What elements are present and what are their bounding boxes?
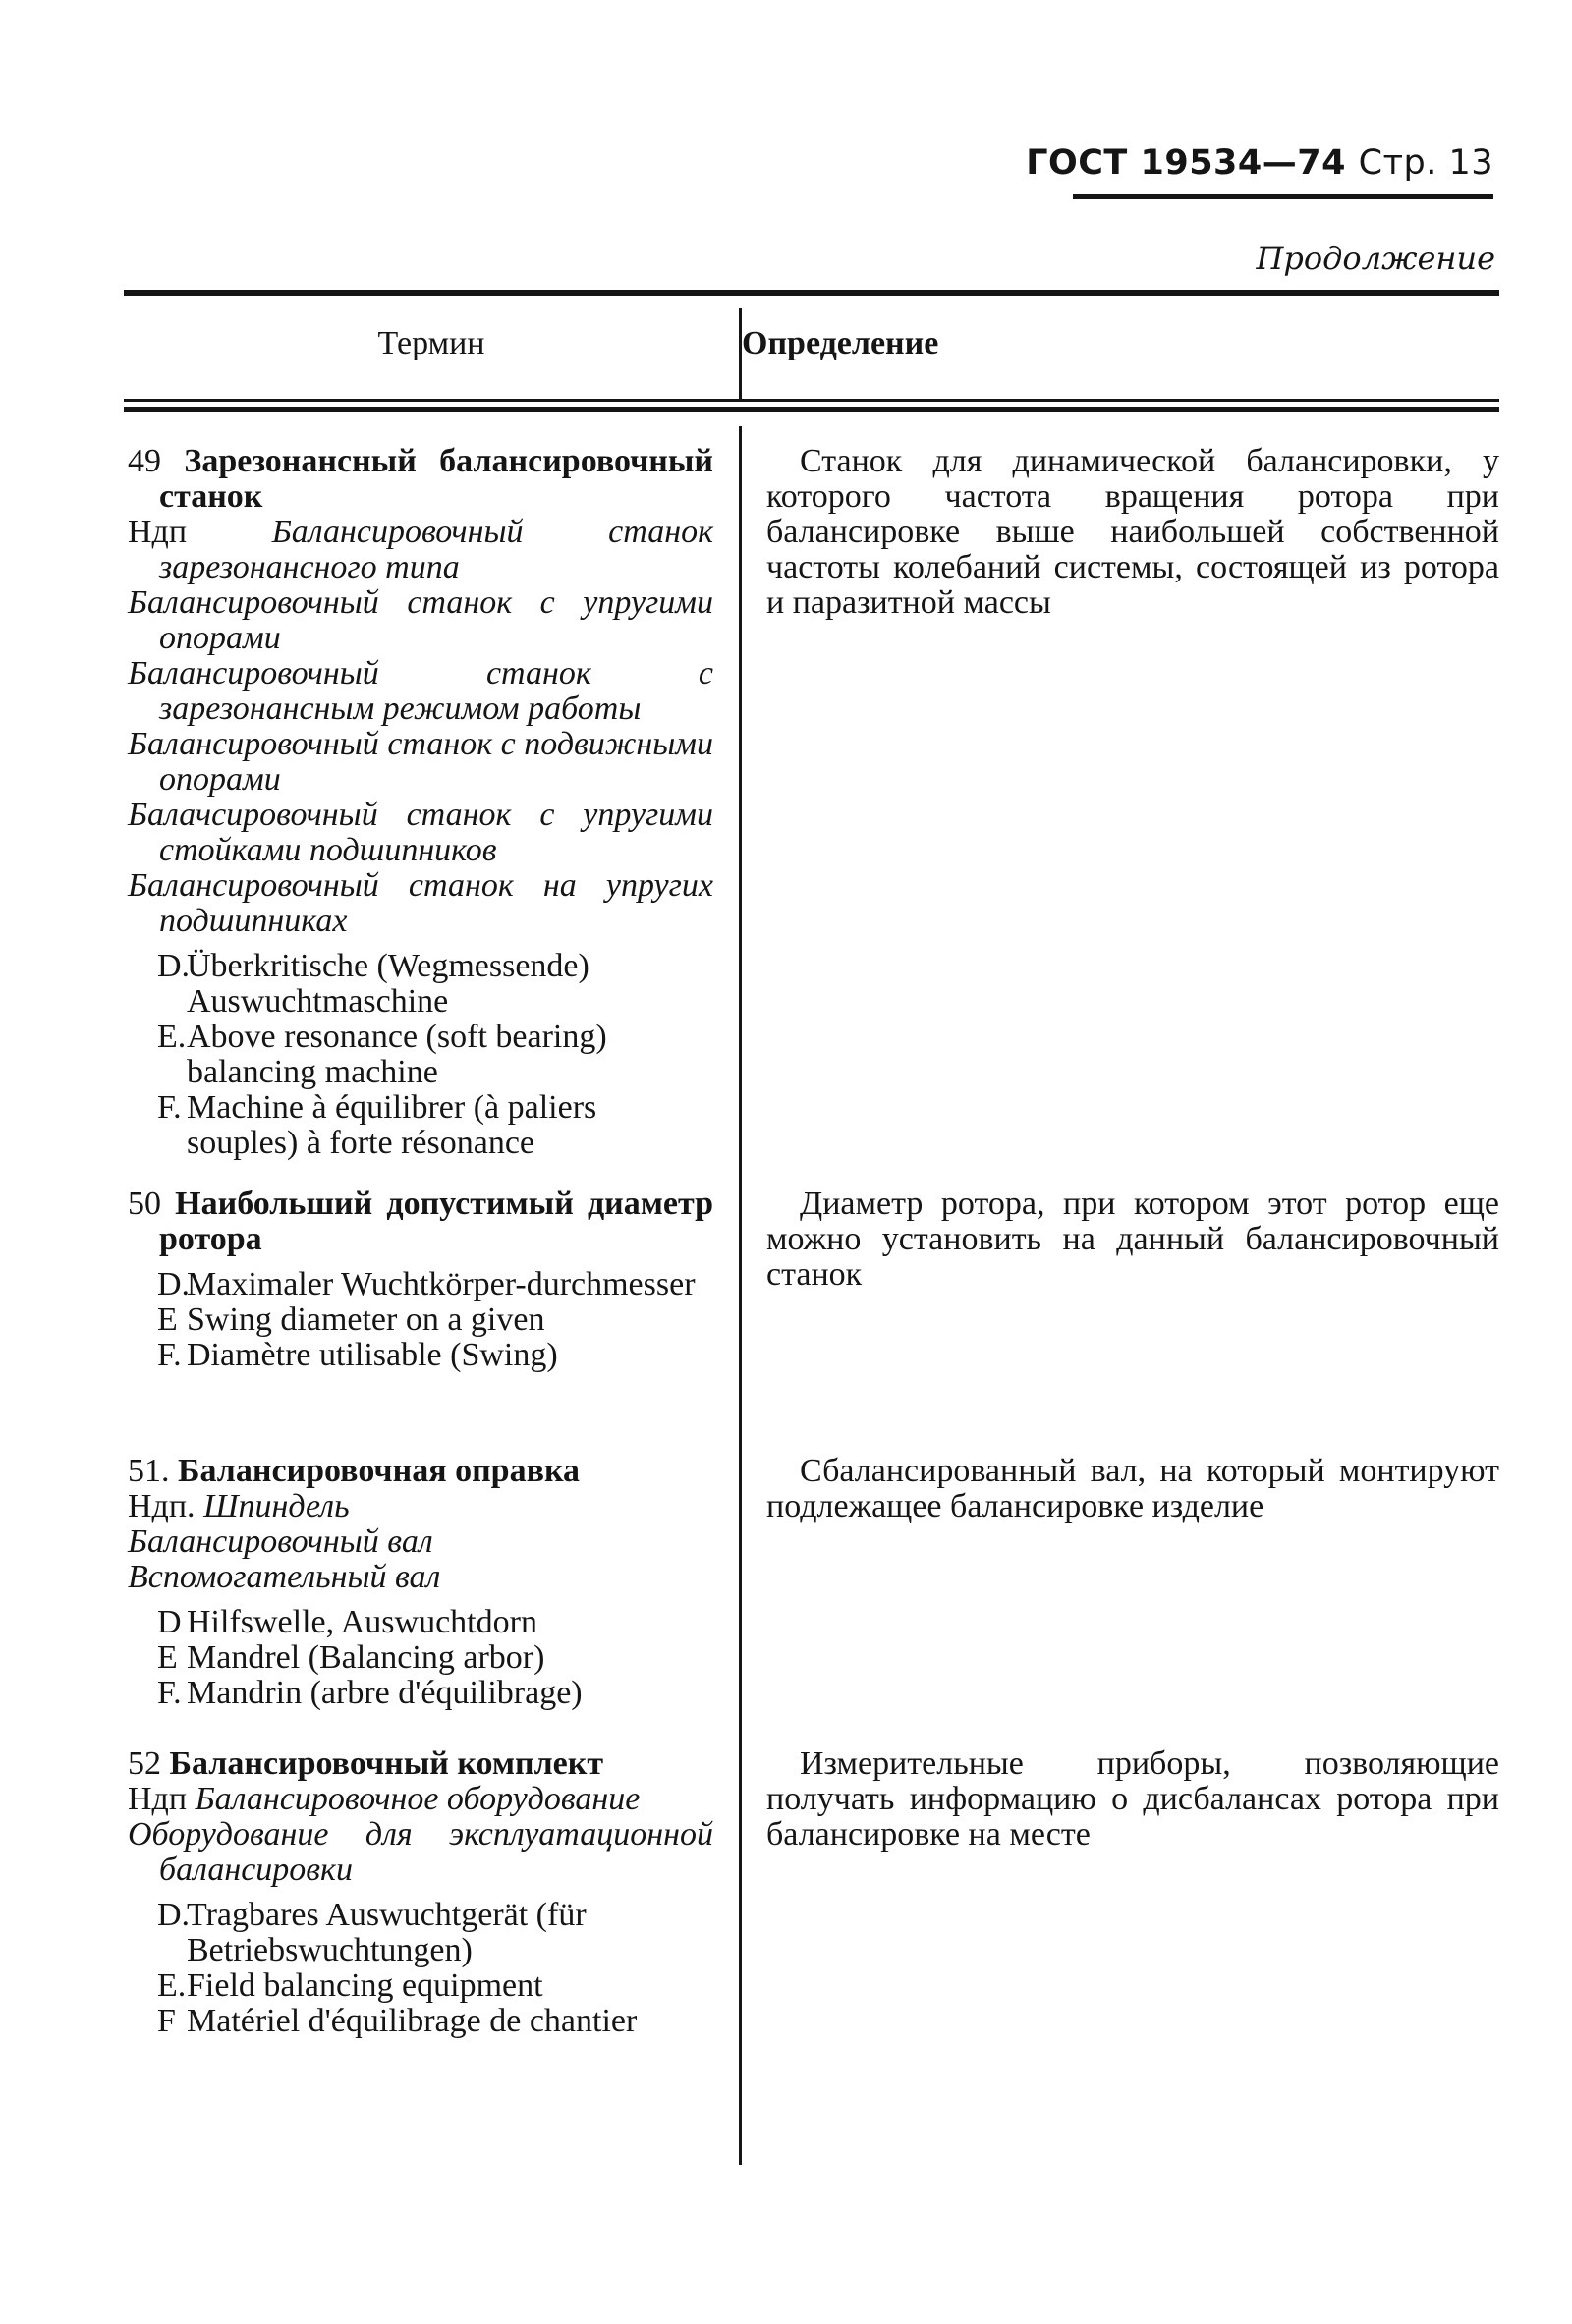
ndp-label: Ндп. — [128, 1488, 196, 1524]
definition-text: Станок для динамической балансировки, у которого частота вращения ротора при балансировке выше наибольшей собственной частоты колебаний системы, состоящей из ротора и паразитной массы — [766, 443, 1499, 621]
synonym: Вспомогательный вал — [128, 1559, 441, 1595]
lang-code: E — [157, 1301, 178, 1338]
lang-code: F. — [157, 1675, 182, 1711]
lang-code: F. — [157, 1337, 182, 1373]
translation-text: Swing diameter on a given — [187, 1301, 545, 1338]
translation-text: Hilfswelle, Auswuchtdorn — [187, 1604, 537, 1640]
page-header — [1026, 143, 1493, 183]
lang-code: F. — [157, 1089, 182, 1126]
column-header-term: Термин — [377, 325, 485, 361]
entry-number: 51. — [128, 1453, 170, 1489]
continuation-label: Продолжение — [1256, 240, 1495, 277]
synonym: Балансировочный станок зарезонансного типа — [159, 514, 713, 585]
entry-title: Зарезонансный балансировочный станок — [159, 443, 714, 515]
header-underline — [1073, 194, 1493, 199]
synonym: Оборудование для эксплуатационной балансировки — [128, 1816, 713, 1888]
page-number: Стр. 13 — [1358, 143, 1493, 183]
table-top-rule — [124, 290, 1499, 296]
definition-text: Сбалансированный вал, на который монтируют подлежащее балансировке изделие — [766, 1453, 1499, 1524]
ndp-label: Ндп — [128, 514, 188, 550]
lang-code: D. — [157, 948, 191, 984]
definition-50 — [766, 1187, 1499, 1293]
lang-code: D. — [157, 1897, 191, 1933]
lang-code: D — [157, 1604, 182, 1640]
synonym: Балансировочное оборудование — [195, 1781, 641, 1817]
translation-text: Mandrin (arbre d'équilibrage) — [187, 1675, 583, 1711]
translation-text: Maximaler Wuchtkörper-durchmesser — [187, 1266, 696, 1302]
entry-number: 50 — [128, 1186, 161, 1222]
translation-text: Überkritische (Wegmessende) Auswuchtmaschine — [187, 948, 590, 1020]
entry-title: Балансировочная оправка — [178, 1453, 581, 1489]
translation-text: Mandrel (Balancing arbor) — [187, 1639, 545, 1676]
synonym: Балансировочный станок на упругих подшипниках — [128, 867, 713, 939]
lang-code: F — [157, 2003, 176, 2039]
header-rule-thick — [124, 407, 1499, 412]
synonym: Балансировочный станок с подвижными опорами — [128, 726, 713, 798]
lang-code: E. — [157, 1967, 187, 2004]
lang-code: E — [157, 1639, 178, 1676]
term-entry-51 — [128, 1454, 713, 1711]
entry-number: 52 — [128, 1745, 161, 1782]
translation-text: Field balancing equipment — [187, 1967, 543, 2004]
translation-text: Diamètre utilisable (Swing) — [187, 1337, 558, 1373]
definition-49 — [766, 444, 1499, 621]
synonym: Балансировочный станок с зарезонансным режимом работы — [128, 655, 713, 727]
synonym: Шпиндель — [203, 1488, 350, 1524]
term-entry-49 — [128, 444, 713, 1161]
entry-title: Балансировочный комплект — [169, 1745, 604, 1782]
definition-text: Измерительные приборы, позволяющие получать информацию о дисбалансах ротора при балансировке на месте — [766, 1745, 1499, 1853]
definition-text: Диаметр ротора, при котором этот ротор еще можно установить на данный балансировочный станок — [766, 1186, 1499, 1293]
translation-text: Matériel d'équilibrage de chantier — [187, 2003, 638, 2039]
lang-code: D. — [157, 1266, 191, 1302]
synonym: Балачсировочный станок с упругими стойками подшипников — [128, 797, 713, 868]
synonym: Балансировочный вал — [128, 1523, 433, 1560]
translation-text: Tragbares Auswuchtgerät (für Betriebswuchtungen) — [187, 1897, 587, 1968]
definition-52 — [766, 1746, 1499, 1853]
entry-title: Наибольший допустимый диаметр ротора — [159, 1186, 714, 1257]
ndp-label: Ндп — [128, 1781, 188, 1817]
entry-number: 49 — [128, 443, 161, 479]
column-divider-body — [739, 426, 742, 2165]
term-entry-50 — [128, 1187, 713, 1373]
term-entry-52 — [128, 1746, 713, 2039]
header-rule-thin — [124, 399, 1499, 402]
lang-code: E. — [157, 1019, 187, 1055]
synonym: Балансировочный станок с упругими опорами — [128, 584, 713, 656]
translation-text: Machine à équilibrer (à paliers souples) à forte résonance — [187, 1089, 597, 1161]
column-header-definition: Определение — [742, 325, 939, 361]
definition-51 — [766, 1454, 1499, 1524]
standard-code: ГОСТ 19534—74 — [1026, 143, 1346, 183]
translation-text: Above resonance (soft bearing) balancing machine — [187, 1019, 607, 1090]
